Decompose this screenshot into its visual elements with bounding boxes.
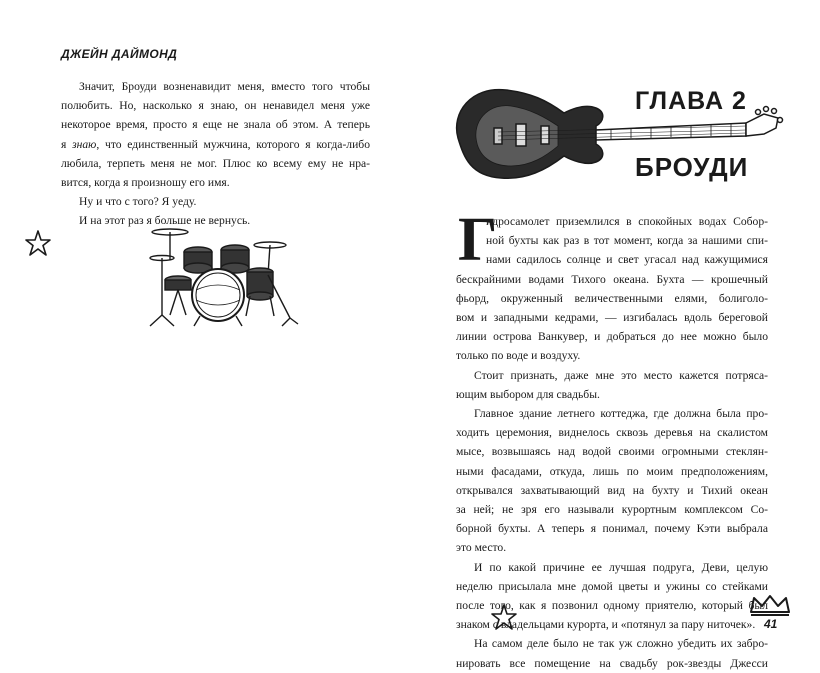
text-line: Значит, Броуди возненавидит меня, вместо того чтобы [79,80,370,93]
text-line: мысе, возвышаясь над водой своими огромными стеклян- [456,445,768,459]
text-line: фьорд, окруженный величественными елями, болиголо- [456,291,768,305]
text-line: полюбить. Но, насколько я знаю, он ненавидел меня уже [61,99,370,113]
left-body-text [61,77,370,231]
chapter-label: ГЛАВА 2 [635,87,747,115]
text-line: И на этот раз я больше не вернусь. [79,214,251,228]
text-line: Стоит признать, даже мне это место кажется потряса- [474,368,768,382]
text-line: На самом деле было не так уж сложно убедить их забро- [474,637,768,651]
star-icon [24,229,52,257]
text-line: некоторое время, просто я еще не знала об этом. А теперь [61,118,370,132]
text-line: неделю присылала мне домой цветы и ужины со стейками [456,579,768,593]
text-line: Ну и что с того? Я уеду. [79,195,197,209]
text-line: знаком с владельцами курорта, и «потянул за пару ниточек». [456,618,756,632]
running-head: ДЖЕЙН ДАЙМОНД [61,47,178,61]
text-line: ными фасадами, откуда, лишь по моим предположениям, [456,464,768,478]
page-number: 41 [764,617,778,631]
text-line: любила, терпеть меня не мог. Плюс ко всему ему не нра- [61,156,370,170]
text-line: Главное здание летнего коттеджа, где должна была про- [474,407,768,421]
text-line: И по какой причине ее лучшая подруга, Деви, целую [474,560,768,574]
drop-cap: Г [458,206,498,274]
text-line: это место. [456,541,507,555]
text-line: после того, как я позвонил одному приятелю, который был [456,599,768,613]
text-line: вится, когда я произношу его имя. [61,176,230,190]
text-line: ной бухты как раз в тот момент, когда за нашими спи- [486,234,768,248]
text-line: ющим выбором для свадьбы. [456,387,600,401]
text-line: идросамолет приземлился в спокойных водах Собор- [486,215,768,228]
text-line: линии острова Ванкувер, и добраться до нее можно было [456,330,768,344]
crown-icon [748,594,792,616]
chapter-name: БРОУДИ [635,152,749,182]
text-line: ходить церемония, виднелось сквозь деревья на скалистом [456,426,768,440]
text-line: вом и западными кедрами, — изгибалась вдоль береговой [456,311,768,325]
left-page [0,0,410,662]
star-icon [490,603,518,631]
text-line: нами садилось солнце и свет угасал над кажущимися [486,253,768,267]
emphasis: знаю [72,137,97,151]
text-line: нировать все помещение на свадьбу рок-звезды Джесси [456,656,768,670]
text-line: борной бухты. А теперь я понимал, почему Кэти выбрала [456,522,768,536]
text-line: открывался захватывающий вид на бухту и Тихий океан [456,483,768,497]
text-line: только по воде и воздуху. [456,349,581,363]
text-line: я знаю, что единственный мужчина, которого я когда-либо [61,137,370,151]
right-page [410,0,820,670]
text-line: за ней; не зря его называли курортным комплексом Со- [456,503,768,517]
drum-kit-illustration [140,220,300,330]
text-line: бескрайними водами Тихого океана. Бухта — крошечный [456,272,768,286]
